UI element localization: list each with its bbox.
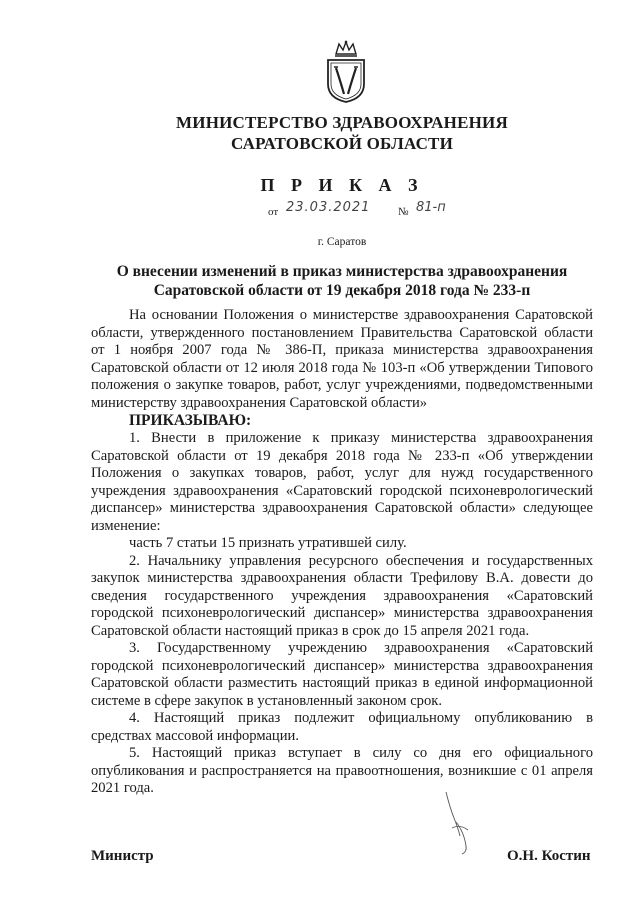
handwritten-number: 81-п	[416, 200, 446, 215]
item-2-paragraph: 2. Начальнику управления ресурсного обеспечения и государственных закупок министерства здравоохранения области Трефилову В.А. довести до сведения государственного учреждения здравоохранения «Саратовский городской психоневрологический диспансер» министерства здравоохранения Саратовской области настоящий приказ в срок до 15 апреля 2021 года.	[91, 552, 593, 639]
item-3-paragraph: 3. Государственному учреждению здравоохранения «Саратовский городской психоневрологический диспансер» министерства здравоохранения Саратовской области разместить настоящий приказ в единой информационной системе в сфере закупок в установленный законом срок.	[91, 640, 593, 709]
handwritten-date: 23.03.2021	[286, 200, 371, 215]
signature-name: О.Н. Костин	[507, 848, 591, 864]
item-1-subparagraph: часть 7 статьи 15 признать утратившей силу.	[129, 535, 407, 551]
preamble-paragraph: На основании Положения о министерстве здравоохранения Саратовской области, утвержденного постановлением Правительства Саратовской области от 1 ноября 2007 года № 386-П, приказа министерства здравоохранения Саратовской области от 12 июля 2018 года № 103-п «Об утверждении Типового положения о закупке товаров, работ, услуг учреждениями, подведомственными министерству здравоохранения Саратовской области»	[91, 307, 593, 411]
handwritten-signature-icon	[440, 788, 490, 858]
item-4-paragraph: 4. Настоящий приказ подлежит официальному опубликованию в средствах массовой информации.	[91, 710, 593, 744]
signature-position: Министр	[91, 848, 154, 864]
coat-of-arms-icon	[322, 40, 370, 104]
document-type: П Р И К А З	[260, 175, 424, 195]
date-prefix: от	[268, 206, 279, 218]
ministry-name-line1: МИНИСТЕРСТВО ЗДРАВООХРАНЕНИЯ	[176, 113, 508, 132]
order-word: ПРИКАЗЫВАЮ:	[129, 412, 252, 429]
subject-line1: О внесении изменений в приказ министерства здравоохранения	[116, 263, 568, 280]
city: г. Саратов	[317, 236, 367, 248]
number-prefix: №	[398, 206, 409, 218]
item-1-paragraph: 1. Внести в приложение к приказу министерства здравоохранения Саратовской области от 19 декабря 2018 года № 233-п «Об утверждении Положения о закупках товаров, работ, услуг для нужд государственного учреждения здравоохранения «Саратовский городской психоневрологический диспансер» министерства здравоохранения Саратовской области» следующее изменение:	[91, 430, 593, 534]
ministry-name-line2: САРАТОВСКОЙ ОБЛАСТИ	[230, 134, 454, 153]
subject-line2: Саратовской области от 19 декабря 2018 года № 233-п	[153, 282, 531, 299]
item-5-paragraph: 5. Настоящий приказ вступает в силу со дня его официального опубликования и распространяется на правоотношения, возникшие с 01 апреля 2021 года.	[91, 745, 593, 796]
order-body	[91, 307, 593, 798]
